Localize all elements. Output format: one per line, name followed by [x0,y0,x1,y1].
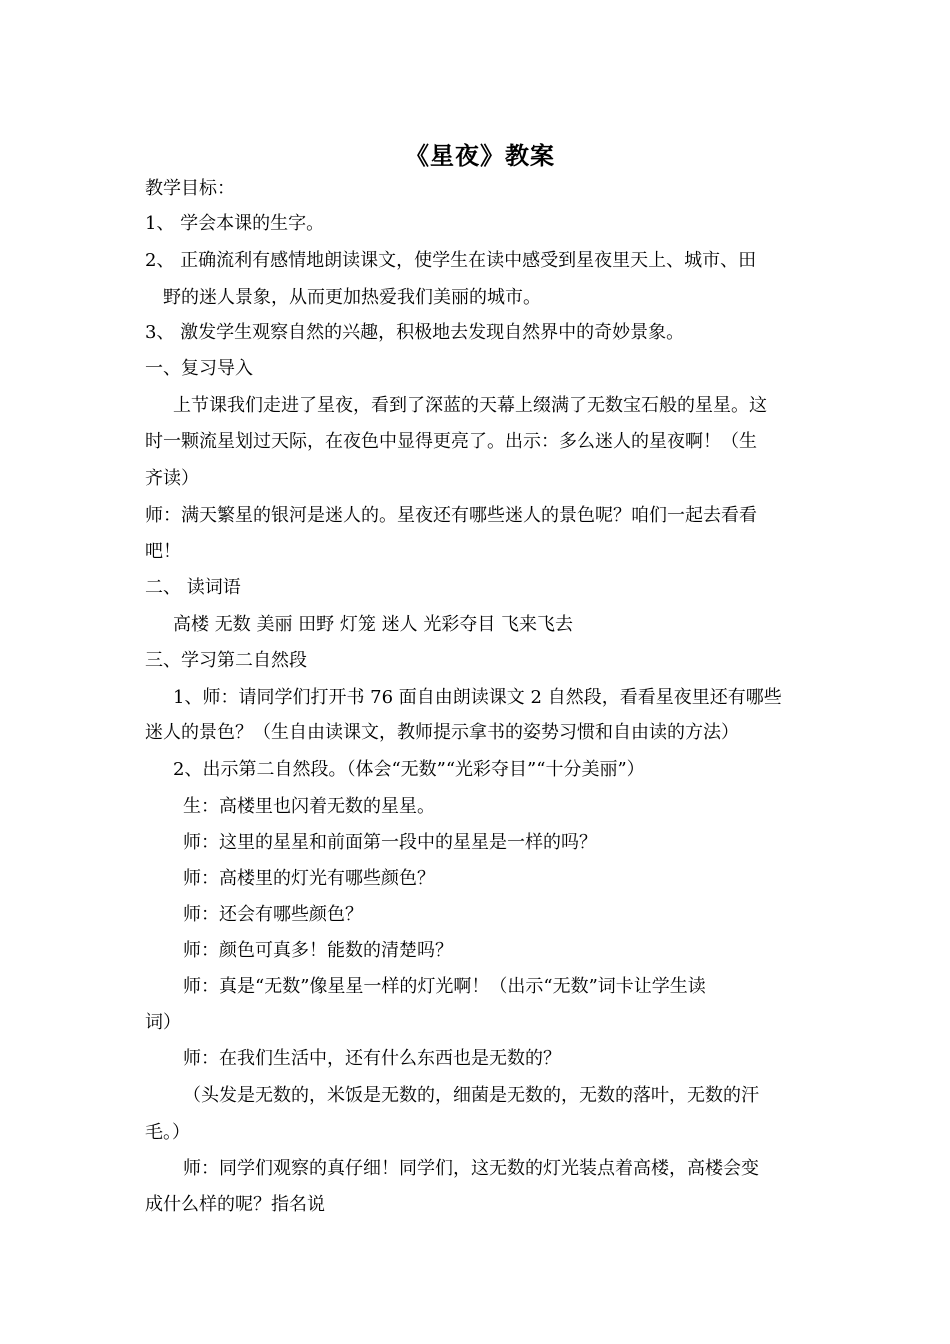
text-line: 1、师：请同学们打开书 76 面自由朗读课文 2 自然段，看看星夜里还有哪些 [173,687,782,708]
dialogue-line: 词） [145,1012,181,1033]
dialogue-line: 师：还会有哪些颜色？ [183,904,363,925]
word-list: 高楼 无数 美丽 田野 灯笼 迷人 光彩夺目 飞来飞去 [173,614,574,635]
text-line: 吧！ [145,541,181,562]
dialogue-line: 师：高楼里的灯光有哪些颜色？ [183,868,435,889]
text-line: 齐读） [145,468,199,489]
dialogue-line: 师：颜色可真多！能数的清楚吗？ [183,940,453,961]
dialogue-line: 成什么样的呢？指名说 [145,1194,325,1215]
section-heading: 一、复习导入 [145,358,253,379]
text-line: 师：满天繁星的银河是迷人的。星夜还有哪些迷人的景色呢？咱们一起去看看 [145,505,757,526]
dialogue-line: 师：这里的星星和前面第一段中的星星是一样的吗？ [183,832,597,853]
text-line: 野的迷人景象，从而更加热爱我们美丽的城市。 [163,287,541,308]
section-heading: 三、学习第二自然段 [145,650,307,671]
dialogue-line: 生：高楼里也闪着无数的星星。 [183,796,435,817]
dialogue-line: （头发是无数的，米饭是无数的，细菌是无数的，无数的落叶，无数的汗 [183,1085,759,1106]
dialogue-line: 师：同学们观察的真仔细！同学们，这无数的灯光装点着高楼，高楼会变 [183,1158,759,1179]
text-line: 教学目标： [145,178,235,199]
dialogue-line: 毛。） [145,1122,190,1143]
text-line: 迷人的景色？（生自由读课文，教师提示拿书的姿势习惯和自由读的方法） [145,722,739,743]
text-line: 1、 学会本课的生字。 [145,213,325,234]
page-title: 《星夜》教案 [405,141,555,170]
dialogue-line: 师：真是“无数”像星星一样的灯光啊！（出示“无数”词卡让学生读 [183,976,706,997]
text-line: 2、 正确流利有感情地朗读课文，使学生在读中感受到星夜里天上、城市、田 [145,250,757,271]
text-line: 2、出示第二自然段。（体会“无数”“光彩夺目”“十分美丽”） [173,759,645,780]
text-line: 上节课我们走进了星夜，看到了深蓝的天幕上缀满了无数宝石般的星星。这 [173,395,767,416]
text-line: 3、 激发学生观察自然的兴趣，积极地去发现自然界中的奇妙景象。 [145,322,685,343]
text-line: 时一颗流星划过天际，在夜色中显得更亮了。出示：多么迷人的星夜啊！（生 [145,431,757,452]
section-heading: 二、 读词语 [145,577,241,598]
dialogue-line: 师：在我们生活中，还有什么东西也是无数的？ [183,1048,561,1069]
